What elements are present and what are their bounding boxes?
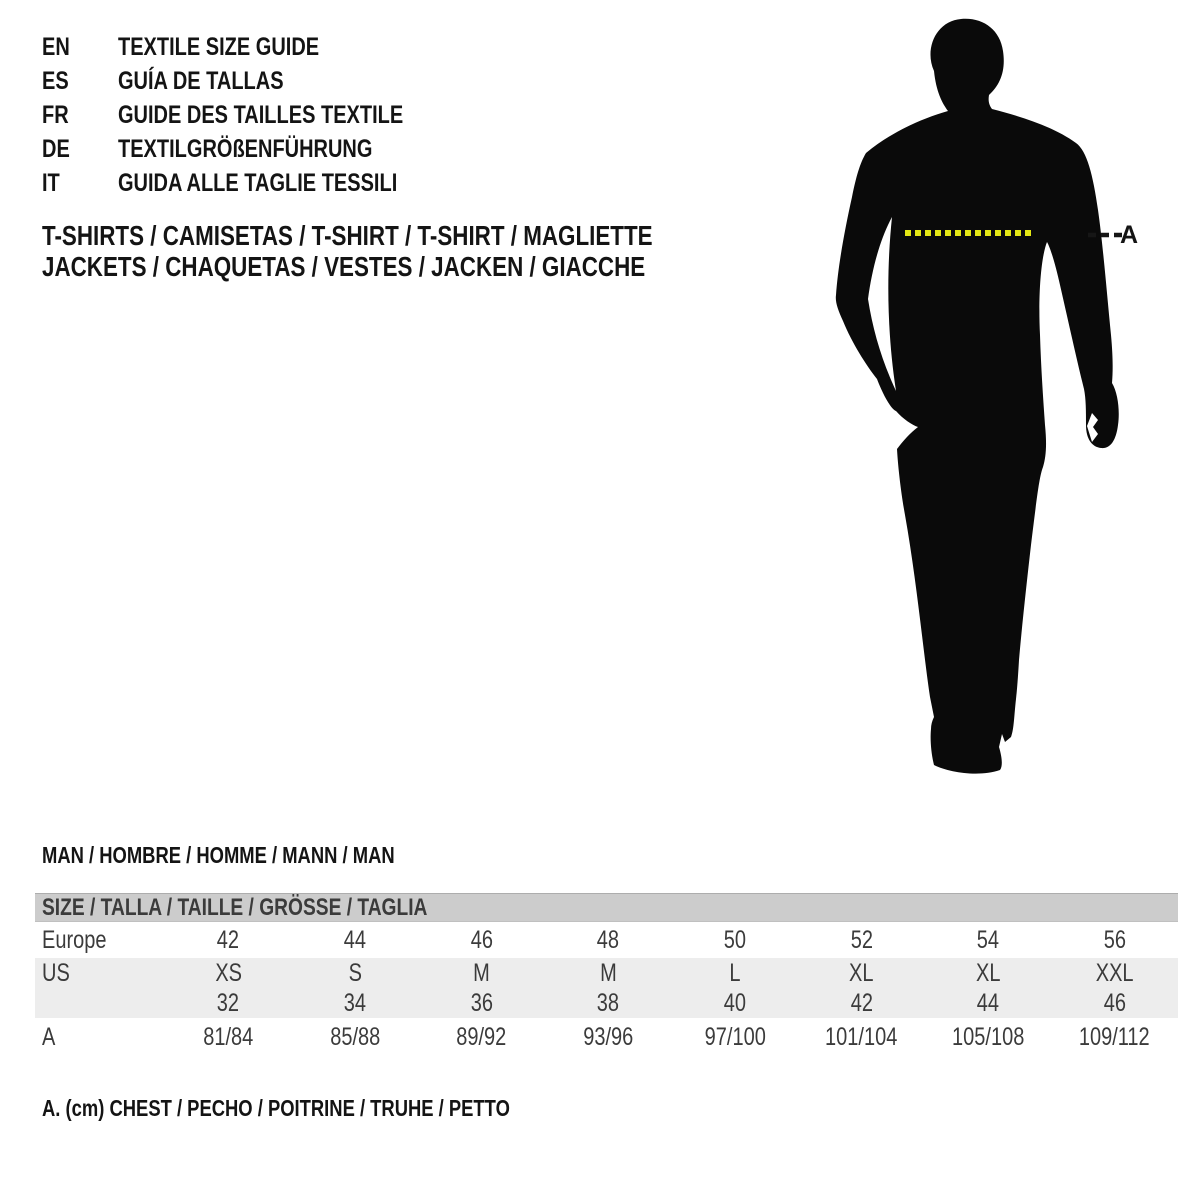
product-category-lines [42, 220, 805, 282]
measure-label-a: A [1120, 221, 1139, 249]
size-table-header-text: SIZE / TALLA / TAILLE / GRÖSSE / TAGLIA [42, 893, 428, 921]
size-cell: 48 [597, 925, 620, 954]
section-title [42, 842, 483, 869]
size-cell: 52 [850, 925, 873, 954]
language-code: FR [42, 100, 69, 129]
size-cell: S [348, 958, 362, 987]
size-cell: 97/100 [704, 1022, 766, 1051]
man-silhouette [830, 5, 1150, 795]
language-row [42, 64, 475, 98]
table-row-chest-a [35, 1018, 1178, 1056]
language-row [42, 132, 475, 166]
language-list [42, 30, 475, 200]
size-cell: 36 [470, 988, 493, 1017]
size-cell: M [473, 958, 490, 987]
size-cell: 101/104 [825, 1022, 898, 1051]
size-cell: 50 [723, 925, 746, 954]
size-cell: 44 [343, 925, 367, 954]
size-cell: XXL [1095, 958, 1134, 987]
size-cell: 85/88 [329, 1022, 380, 1051]
size-cell: 40 [723, 988, 746, 1017]
table-row-us [35, 958, 1178, 988]
size-table-header [35, 893, 1178, 922]
language-code: IT [42, 168, 60, 197]
size-cell: 109/112 [1079, 1022, 1151, 1051]
size-cell: 42 [850, 988, 873, 1017]
size-cell: M [599, 958, 617, 987]
row-label: Europe [42, 925, 107, 954]
size-cell: 46 [1103, 988, 1126, 1017]
size-cell: 105/108 [951, 1022, 1025, 1051]
language-title: TEXTILE SIZE GUIDE [118, 32, 320, 61]
size-table [35, 893, 1178, 1056]
size-cell: 54 [976, 925, 1000, 954]
size-cell: XL [975, 958, 1001, 987]
size-cell: 81/84 [203, 1022, 254, 1051]
language-code: EN [42, 32, 70, 61]
row-label: US [42, 958, 70, 987]
language-title: GUIDE DES TAILLES TEXTILE [118, 100, 404, 129]
table-row-europe [35, 922, 1178, 958]
size-cell: 38 [597, 988, 620, 1017]
size-cell: 42 [217, 925, 240, 954]
size-cell: 34 [343, 988, 367, 1017]
size-cell: XL [849, 958, 874, 987]
size-cell: 44 [976, 988, 1000, 1017]
product-line-jackets: JACKETS / CHAQUETAS / VESTES / JACKEN / GIACCHE [42, 251, 646, 282]
row-label: A [42, 1022, 56, 1051]
language-row [42, 98, 475, 132]
man-silhouette-body [836, 19, 1119, 774]
footnote [42, 1095, 627, 1122]
man-silhouette-figure [830, 5, 1150, 795]
size-cell: L [729, 958, 741, 987]
size-cell: XS [214, 958, 242, 987]
section-title-text: MAN / HOMBRE / HOMME / MANN / MAN [42, 842, 395, 868]
language-title: GUIDA ALLE TAGLIE TESSILI [118, 168, 398, 197]
language-title: GUÍA DE TALLAS [118, 66, 284, 95]
size-cell: 56 [1103, 925, 1126, 954]
language-title: TEXTILGRÖßENFÜHRUNG [118, 134, 373, 163]
language-code: ES [42, 66, 69, 95]
language-row [42, 166, 475, 200]
language-row [42, 30, 475, 64]
language-code: DE [42, 134, 70, 163]
size-cell: 32 [217, 988, 240, 1017]
size-cell: 89/92 [456, 1022, 507, 1051]
product-line-tshirts: T-SHIRTS / CAMISETAS / T-SHIRT / T-SHIRT / MAGLIETTE [42, 220, 653, 251]
size-cell: 93/96 [583, 1022, 634, 1051]
table-row-us-numeric [35, 988, 1178, 1018]
size-cell: 46 [470, 925, 493, 954]
footnote-text: A. (cm) CHEST / PECHO / POITRINE / TRUHE / PETTO [42, 1095, 510, 1121]
